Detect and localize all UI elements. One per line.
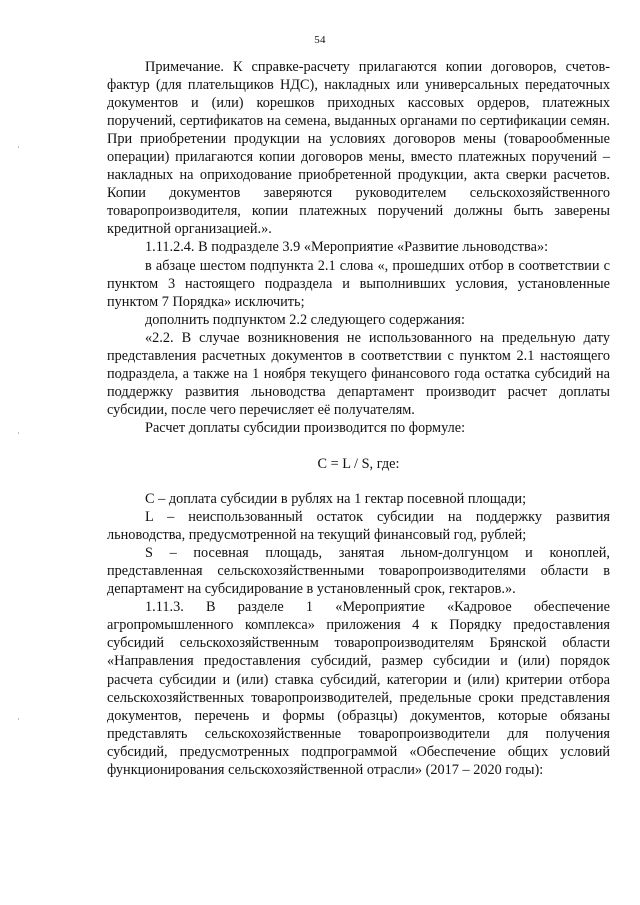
margin-scan-mark (18, 718, 19, 720)
definition-s: S – посевная площадь, занятая льном-долгунцом и коноплей, представленная сельскохозяйственными товаропроизводителями области в департамент на субсидирование в установленный срок, гектаров.». (107, 545, 610, 598)
document-body (107, 58, 610, 779)
margin-scan-mark (18, 432, 19, 434)
section-paragraph: 1.11.3. В разделе 1 «Мероприятие «Кадровое обеспечение агропромышленного комплекса» приложения 4 к Порядку предоставления субсидий сельскохозяйственным товаропроизводителям Брянской области «Направления предоставления субсидий, размер субсидии и (или) порядок расчета субсидии и (или) ставка субсидий, категории и (или) критерии отбора сельскохозяйственных товаропроизводителей, предельные сроки представления документов, перечень и формы (образцы) документов, которые обязаны представлять сельскохозяйственные товаропроизводители для получения субсидий, предусмотренных подпрограммой «Обеспечение общих условий функционирования сельскохозяйственной отрасли» (2017 – 2020 годы): (107, 599, 610, 778)
definition-l: L – неиспользованный остаток субсидии на поддержку развития льноводства, предусмотренной на текущий финансовый год, рублей; (107, 509, 610, 544)
quoted-subparagraph: «2.2. В случае возникновения не использованного на предельную дату представления расчетных документов в соответствии с пунктом 2.1 настоящего подраздела, а также на 1 ноября текущего финансового года остатка субсидий на поддержку развития льноводства департамент производит расчет доплаты субсидии, после чего перечисляет её получателям. (107, 329, 610, 418)
margin-scan-mark (18, 146, 19, 148)
definition-c: C – доплата субсидии в рублях на 1 гектар посевной площади; (145, 491, 527, 508)
note-paragraph: Примечание. К справке-расчету прилагаются копии договоров, счетов-фактур (для плательщиков НДС), накладных или универсальных передаточных документов и (или) корешков приходных кассовых ордеров, платежных поручений, сертификатов на семена, выданных органами по сертификации семян. При приобретении продукции на условиях договоров мены (товарообменные операции) прилагаются копии договоров мены, вместо платежных поручений – накладных на оприходование приобретенной продукции, акта сверки расчетов. Копии документов заверяются руководителем сельскохозяйственного товаропроизводителя, копии платежных поручений должны быть заверены кредитной организацией.». (107, 59, 610, 238)
formula: C = L / S, где: (317, 455, 400, 472)
subsection-heading: 1.11.2.4. В подразделе 3.9 «Мероприятие «Развитие льноводства»: (145, 239, 549, 256)
page-number: 54 (314, 34, 326, 46)
amendment-paragraph: в абзаце шестом подпункта 2.1 слова «, прошедших отбор в соответствии с пунктом 3 настоящего подраздела и выполнивших условия, установленные пунктом 7 Порядка» исключить; (107, 257, 610, 310)
formula-intro: Расчет доплаты субсидии производится по формуле: (145, 419, 466, 436)
amendment-paragraph: дополнить подпунктом 2.2 следующего содержания: (145, 311, 465, 328)
